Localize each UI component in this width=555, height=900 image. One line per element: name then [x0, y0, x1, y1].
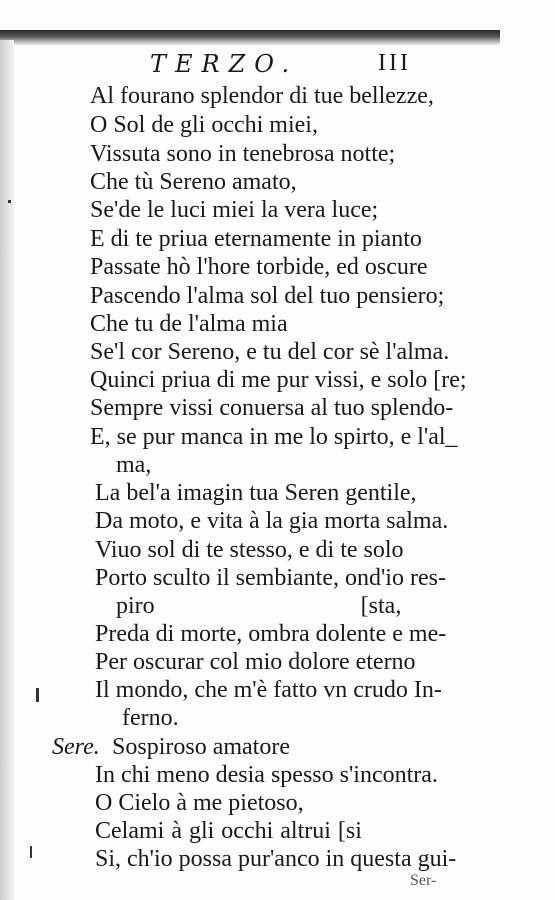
verse-line: ferno.	[122, 705, 179, 731]
verse-line: Il mondo, che m'è fatto vn crudo In-	[95, 677, 442, 703]
verse-line: Pascendo l'alma sol del tuo pensiero;	[90, 283, 445, 309]
page-top-edge	[0, 30, 500, 46]
verse-line: ma,	[116, 452, 152, 478]
verse-line: Quinci priua di me pur vissi, e solo [re;	[90, 367, 467, 393]
verse-line: Preda di morte, ombra dolente e me-	[95, 621, 447, 647]
page-number: III	[378, 50, 411, 76]
ink-speck	[8, 200, 11, 203]
verse-line: Passate hò l'hore torbide, ed oscure	[90, 254, 428, 280]
verse-line: piro [sta,	[116, 593, 402, 619]
speech-line: Si, ch'io possa pur'anco in questa gui-	[95, 846, 457, 872]
page-header	[140, 50, 440, 82]
verse-line: Sempre vissi conuersa al tuo splendo-	[90, 395, 454, 421]
verse-line: Vissuta sono in tenebrosa notte;	[90, 141, 396, 167]
verse-line: E, se pur manca in me lo spirto, e l'al_	[90, 424, 458, 450]
verse-line: Se'de le luci miei la vera luce;	[90, 197, 379, 223]
speech-line: O Cielo à me pietoso,	[95, 790, 304, 816]
speech-line: Celami à gli occhi altrui [si	[95, 818, 362, 844]
verse-line: Porto sculto il sembiante, ond'io res-	[95, 565, 446, 591]
verse-line: Per oscurar col mio dolore eterno	[95, 649, 416, 675]
running-head: TERZO.	[150, 50, 299, 78]
speech-line: Sospiroso amatore	[112, 734, 290, 760]
catchword: Ser-	[410, 872, 437, 889]
verse-line: Da moto, e vita à la gia morta salma.	[95, 508, 449, 534]
speaker-label: Sere.	[52, 734, 100, 760]
ink-speck	[36, 688, 39, 702]
verse-line: Viuo sol di te stesso, e di te solo	[95, 537, 404, 563]
speech-line: In chi meno desia spesso s'incontra.	[95, 762, 438, 788]
verse-line: Al fourano splendor di tue bellezze,	[90, 83, 434, 109]
verse-line: La bel'a imagin tua Seren gentile,	[95, 480, 417, 506]
verse-line: Che tù Sereno amato,	[90, 169, 297, 195]
verse-line: Che tu de l'alma mia	[90, 311, 288, 337]
verse-line: Se'l cor Sereno, e tu del cor sè l'alma.	[90, 339, 450, 365]
page-gutter	[0, 40, 14, 900]
verse-line: E di te priua eternamente in pianto	[90, 226, 422, 252]
ink-speck	[30, 846, 32, 858]
verse-line: O Sol de gli occhi miei,	[90, 112, 318, 138]
